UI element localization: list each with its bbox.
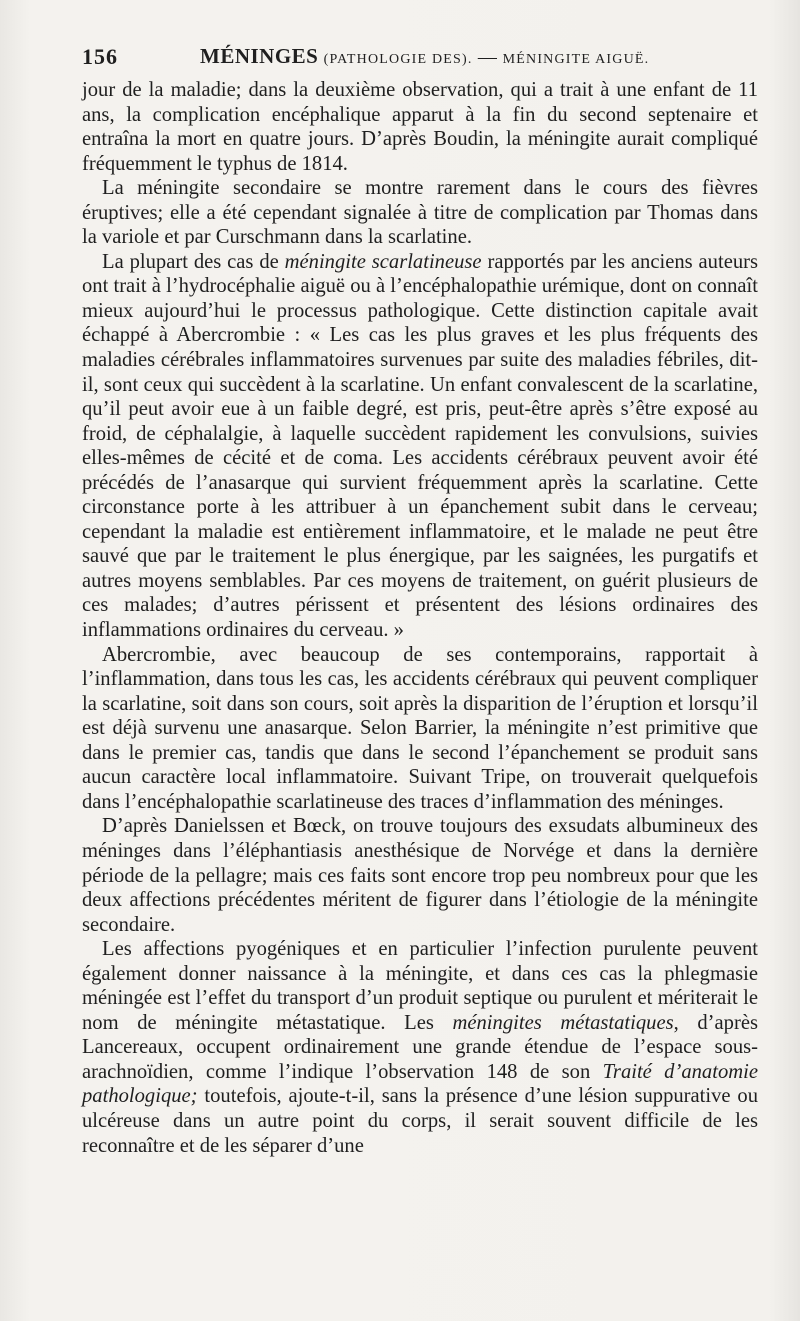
paragraph-2 <box>82 176 758 250</box>
text-segment: rapportés par les anciens auteurs ont trait à l’hydrocéphalie aiguë ou à l’encéphalopathie urémique, dont on connaît mieux aujourd’hui le processus pathologique. Cette distinction capitale avait échappé à Abercrombie : « Les cas les plus graves et les plus fréquents des maladies cérébrales inflammatoires survenues par suite des maladies fébriles, dit-il, sont ceux qui succèdent à la scarlatine. Un enfant convalescent de la scarlatine, qu’il peut avoir eue à un faible degré, est pris, peut-être après s’être exposé au froid, de céphalalgie, à laquelle succèdent rapidement les convulsions, suivies elles-mêmes de cécité et de coma. Les accidents cérébraux peuvent avoir été précédés de l’anasarque qui survient fréquemment après la scarlatine. Cette circonstance porte à les attribuer à un épanchement subit dans le cerveau; cependant la maladie est entièrement inflammatoire, et le malade ne peut être sauvé que par le traitement le plus énergique, par les saignées, les purgatifs et autres moyens semblables. Par ces moyens de traitement, on guérit plusieurs de ces malades; d’autres périssent et présentent des lésions ordinaires des inflammations ordinaires du cerveau. » <box>82 250 758 642</box>
text-segment: toutefois, ajoute-t-il, sans la présence d’une lésion suppurative ou ulcéreuse dans un autre point du corps, il serait souvent difficile de les reconnaître et de les séparer d’une <box>82 1085 758 1157</box>
italic-title: Traité d’anatomie pathologique; <box>82 1060 758 1108</box>
text-segment: jour de la maladie; dans la deuxième observation, qui a trait à une enfant de 11 ans, la complication encéphalique apparut à la fin du second septenaire et entraîna la mort en quatre jours. D’après Boudin, la méningite aurait compliqué fréquemment le typhus de 1814. <box>82 79 758 175</box>
paragraph-5 <box>82 814 758 937</box>
page-header <box>82 44 758 72</box>
italic-term: méningites métastatiques <box>452 1011 674 1034</box>
text-segment: , d’après Lancereaux, occupent ordinairement une grande étendue de l’espace sous-arachnoïdien, comme l’indique l’observation 148 de son <box>82 1011 758 1083</box>
text-segment: Abercrombie, avec beaucoup de ses contemporains, rapportait à l’inflammation, dans tous les cas, les accidents cérébraux qui peuvent compliquer la scarlatine, soit dans son cours, soit après la disparition de l’éruption et lorsqu’il est déjà survenu une anasarque. Selon Barrier, la méningite n’est primitive que dans le premier cas, tandis que dans le second l’épanchement se produit sans aucun caractère local inflammatoire. Suivant Tripe, on trouverait quelquefois dans l’encéphalopathie scarlatineuse des traces d’inflammation des méninges. <box>82 643 758 813</box>
paragraph-3 <box>82 250 758 643</box>
italic-term: méningite scarlatineuse <box>284 250 482 273</box>
text-segment: Les affections pyogéniques et en particulier l’infection purulente peuvent également donner naissance à la méningite, et dans ces cas la phlegmasie méningée est l’effet du transport d’un produit septique ou purulent et mériterait le nom de méningite métastatique. Les <box>82 938 758 1034</box>
paragraph-1 <box>82 78 758 176</box>
paragraph-6 <box>82 937 758 1158</box>
running-head-subtitle: (PATHOLOGIE DES). <box>323 52 473 67</box>
text-segment: La méningite secondaire se montre rarement dans le cours des fièvres éruptives; elle a été cependant signalée à titre de complication par Thomas dans la variole et par Curschmann dans la scarlatine. <box>82 177 758 249</box>
running-head-separator: — <box>477 47 498 68</box>
paragraph-4 <box>82 643 758 815</box>
text-segment: La plupart des cas de <box>102 250 285 273</box>
running-head-section: MÉNINGITE AIGUË. <box>502 52 650 67</box>
text-segment: D’après Danielssen et Bœck, on trouve toujours des exsudats albumineux des méninges dans l’éléphantiasis anesthésique de Norvége et dans la dernière période de la pellagre; mais ces faits sont encore trop peu nombreux pour que les deux affections précédentes méritent de figurer dans l’étiologie de la méningite secondaire. <box>82 815 758 936</box>
running-head <box>200 44 649 69</box>
page-number: 156 <box>82 44 118 69</box>
running-head-title: MÉNINGES <box>200 44 319 68</box>
body-text <box>82 78 758 1158</box>
